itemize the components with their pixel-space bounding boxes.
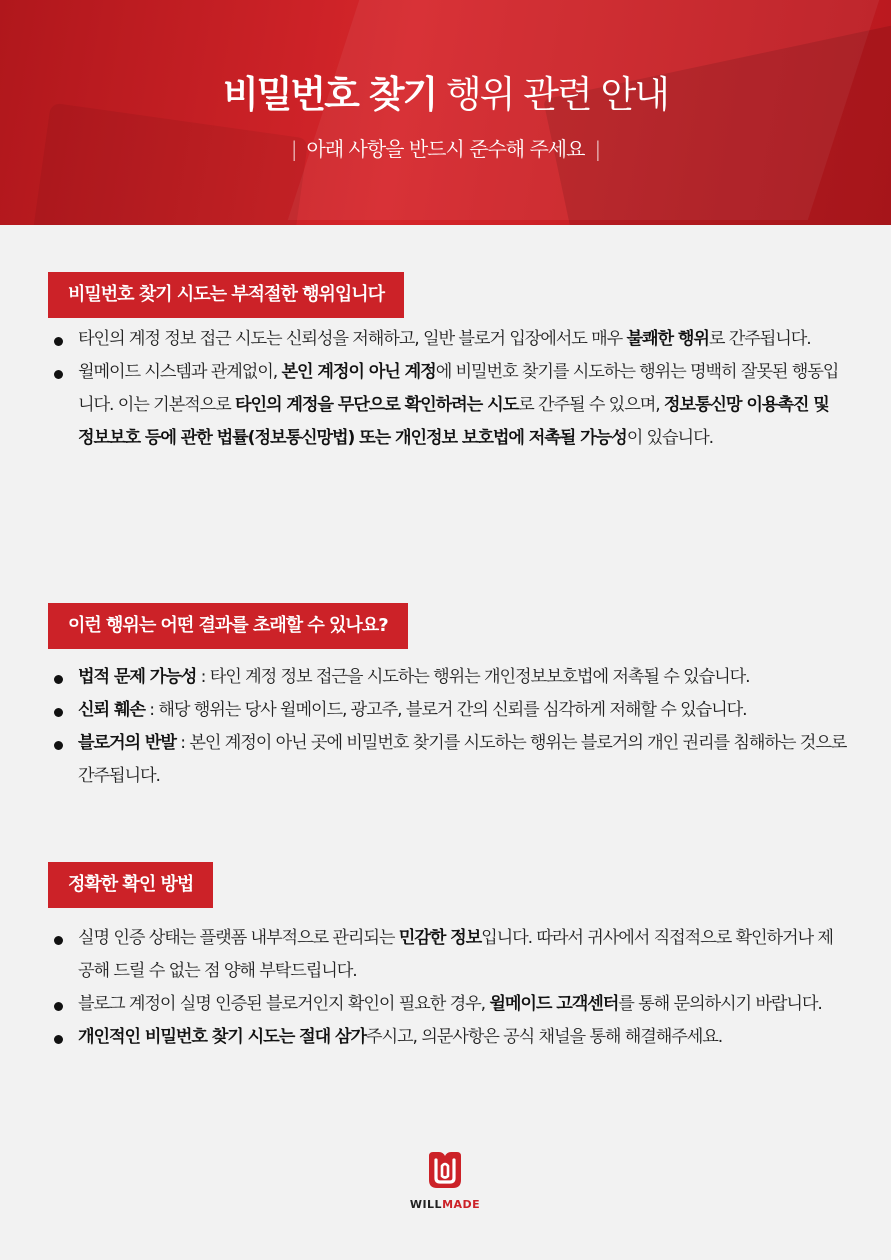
bullet-icon (54, 1002, 63, 1011)
body-text: 에 비밀번호 찾기를 시도하는 행위는 명백히 잘못된 행동입니다. 이는 기본적으로 (78, 362, 839, 415)
page-title-bold: 비밀번호 찾기 (222, 73, 437, 116)
emphasis-text: 신뢰 훼손 (78, 700, 145, 720)
section-list-verification (48, 922, 848, 1054)
bullet-icon (54, 370, 63, 379)
section-heading-inappropriate: 비밀번호 찾기 시도는 부적절한 행위입니다 (48, 272, 404, 318)
willmade-logo-text (395, 1198, 495, 1211)
body-text: : 타인 계정 정보 접근을 시도하는 행위는 개인정보보호법에 저촉될 수 있습니다. (196, 667, 750, 687)
emphasis-text: 법적 문제 가능성 (78, 667, 197, 687)
bullet-icon (54, 741, 63, 750)
body-text: 이 있습니다. (626, 428, 713, 448)
bullet-icon (54, 936, 63, 945)
emphasis-text: 개인적인 비밀번호 찾기 시도는 절대 삼가 (78, 1027, 366, 1047)
emphasis-text: 정보통신망 이용촉진 및 정보보호 등에 관한 법률(정보통신망법) 또는 개인정보 보호법에 저촉될 가능성 (78, 395, 829, 448)
list-item (48, 694, 848, 727)
header-banner (0, 0, 891, 225)
logo-text-will: WILL (409, 1198, 443, 1211)
willmade-logo (395, 1148, 495, 1218)
body-text: 블로그 계정이 실명 인증된 블로거인지 확인이 필요한 경우, (78, 994, 490, 1014)
bullet-icon (54, 337, 63, 346)
subtitle-divider: | (290, 137, 297, 161)
body-text: : 본인 계정이 아닌 곳에 비밀번호 찾기를 시도하는 행위는 블로거의 개인 권리를 침해하는 것으로 간주됩니다. (78, 733, 847, 786)
emphasis-text: 민감한 정보 (398, 928, 482, 948)
subtitle-text: 아래 사항을 반드시 준수해 주세요 (306, 137, 585, 161)
section-heading-consequences: 이런 행위는 어떤 결과를 초래할 수 있나요? (48, 603, 408, 649)
bullet-icon (54, 708, 63, 717)
body-text: 실명 인증 상태는 플랫폼 내부적으로 관리되는 (78, 928, 399, 948)
list-item (48, 727, 848, 793)
body-text: 주시고, 의문사항은 공식 채널을 통해 해결해주세요. (365, 1027, 723, 1047)
section-heading-verification: 정확한 확인 방법 (48, 862, 213, 908)
body-text: 로 간주될 수 있으며, (518, 395, 664, 415)
bullet-icon (54, 675, 63, 684)
list-item (48, 1021, 848, 1054)
page-title (0, 70, 891, 120)
emphasis-text: 타인의 계정을 무단으로 확인하려는 시도 (234, 395, 519, 415)
logo-text-made: MADE (442, 1198, 481, 1211)
body-text: : 해당 행위는 당사 윌메이드, 광고주, 블로거 간의 신뢰를 심각하게 저해할 수 있습니다. (144, 700, 747, 720)
page-title-rest: 행위 관련 안내 (436, 73, 669, 116)
emphasis-text: 윌메이드 고객센터 (489, 994, 619, 1014)
body-text: 로 간주됩니다. (708, 329, 811, 349)
body-text: 입니다. 따라서 귀사에서 직접적으로 확인하거나 제공해 드릴 수 없는 점 양해 부탁드립니다. (78, 928, 833, 981)
list-item (48, 323, 848, 356)
willmade-logo-icon (423, 1148, 467, 1192)
body-text: 를 통해 문의하시기 바랍니다. (618, 994, 822, 1014)
body-text: 윌메이드 시스템과 관계없이, (78, 362, 282, 382)
emphasis-text: 불쾌한 행위 (626, 329, 709, 349)
page-subtitle (0, 134, 891, 164)
bullet-icon (54, 1035, 63, 1044)
emphasis-text: 본인 계정이 아닌 계정 (281, 362, 436, 382)
list-item (48, 922, 848, 988)
emphasis-text: 블로거의 반발 (78, 733, 176, 753)
list-item (48, 356, 848, 455)
section-list-consequences (48, 661, 848, 793)
list-item (48, 988, 848, 1021)
body-text: 타인의 계정 정보 접근 시도는 신뢰성을 저해하고, 일반 블로거 입장에서도 매우 (78, 329, 627, 349)
subtitle-divider: | (594, 137, 601, 161)
section-list-inappropriate (48, 323, 848, 455)
list-item (48, 661, 848, 694)
